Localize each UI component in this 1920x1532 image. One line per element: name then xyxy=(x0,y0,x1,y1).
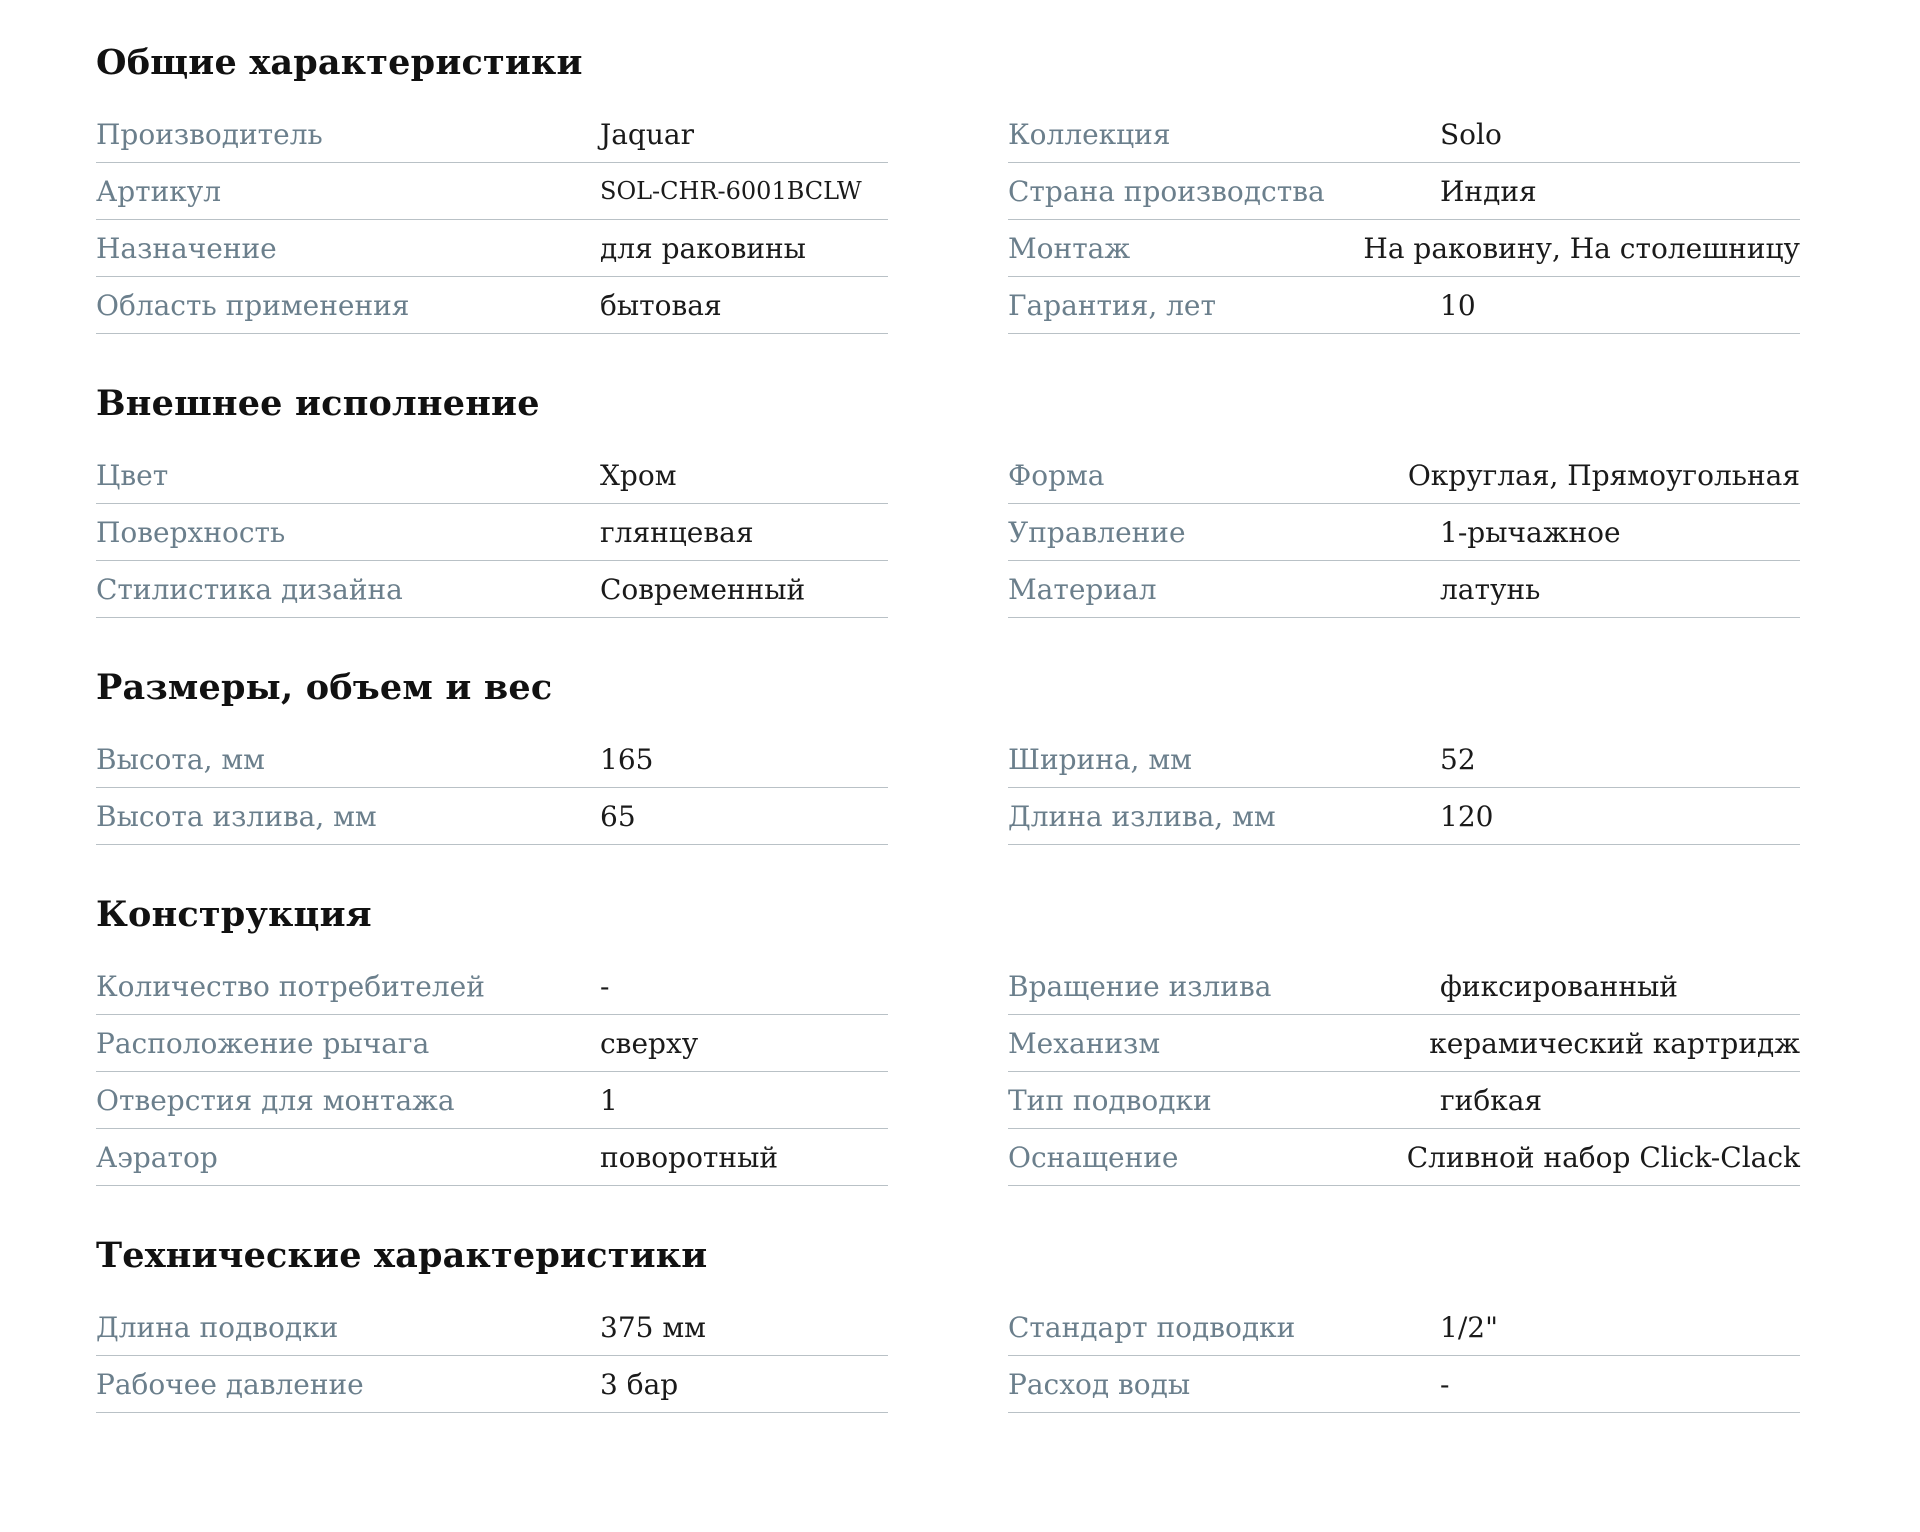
spec-row xyxy=(1008,277,1800,334)
spec-grid xyxy=(96,106,1824,334)
spec-label: Длина излива, мм xyxy=(1008,799,1276,833)
spec-row xyxy=(96,447,888,504)
spec-value: 165 xyxy=(600,742,654,776)
spec-value: Jaquar xyxy=(600,117,694,151)
spec-column-left xyxy=(96,958,888,1186)
spec-row xyxy=(1008,106,1800,163)
spec-value: 375 мм xyxy=(600,1310,706,1344)
spec-row xyxy=(96,1129,888,1186)
spec-value: Округлая, Прямоугольная xyxy=(1407,458,1800,492)
spec-label: Длина подводки xyxy=(96,1310,339,1344)
spec-value: латунь xyxy=(1440,572,1541,606)
spec-label: Коллекция xyxy=(1008,117,1171,151)
section-technical xyxy=(96,1235,1824,1413)
spec-label: Оснащение xyxy=(1008,1140,1179,1174)
spec-value: SOL-CHR-6001BCLW xyxy=(600,177,862,205)
spec-value: 3 бар xyxy=(600,1367,679,1401)
spec-value: керамический картридж xyxy=(1429,1026,1800,1060)
section-title: Размеры, объем и вес xyxy=(96,667,553,708)
spec-column-left xyxy=(96,731,888,845)
spec-row xyxy=(1008,1299,1800,1356)
spec-row xyxy=(96,504,888,561)
spec-column-right xyxy=(1008,958,1800,1186)
spec-row xyxy=(1008,958,1800,1015)
section-general xyxy=(96,42,1824,334)
spec-label: Стилистика дизайна xyxy=(96,572,403,606)
spec-value: На раковину, На столешницу xyxy=(1363,231,1800,265)
spec-row xyxy=(96,958,888,1015)
section-appearance xyxy=(96,383,1824,618)
spec-row xyxy=(96,731,888,788)
spec-label: Отверстия для монтажа xyxy=(96,1083,455,1117)
spec-grid xyxy=(96,958,1824,1186)
spec-value: для раковины xyxy=(600,231,806,265)
spec-row xyxy=(96,788,888,845)
spec-column-left xyxy=(96,1299,888,1413)
spec-row xyxy=(1008,220,1800,277)
spec-label: Количество потребителей xyxy=(96,969,485,1003)
spec-label: Аэратор xyxy=(96,1140,218,1174)
spec-row xyxy=(1008,561,1800,618)
spec-row xyxy=(1008,788,1800,845)
spec-row xyxy=(1008,731,1800,788)
spec-label: Рабочее давление xyxy=(96,1367,364,1401)
spec-row xyxy=(96,106,888,163)
spec-row xyxy=(1008,504,1800,561)
spec-value: фиксированный xyxy=(1440,969,1678,1003)
spec-label: Высота, мм xyxy=(96,742,265,776)
spec-label: Страна производства xyxy=(1008,174,1325,208)
spec-row xyxy=(96,561,888,618)
section-title: Внешнее исполнение xyxy=(96,383,540,424)
spec-value: глянцевая xyxy=(600,515,754,549)
spec-row xyxy=(96,1072,888,1129)
spec-row xyxy=(96,1015,888,1072)
spec-label: Назначение xyxy=(96,231,277,265)
spec-row xyxy=(1008,447,1800,504)
spec-grid xyxy=(96,1299,1824,1413)
spec-value: Современный xyxy=(600,572,806,606)
spec-column-right xyxy=(1008,106,1800,334)
spec-row xyxy=(96,163,888,220)
spec-column-right xyxy=(1008,731,1800,845)
spec-label: Гарантия, лет xyxy=(1008,288,1216,322)
spec-label: Расположение рычага xyxy=(96,1026,430,1060)
spec-row xyxy=(1008,1015,1800,1072)
spec-label: Монтаж xyxy=(1008,231,1131,265)
spec-value: сверху xyxy=(600,1026,699,1060)
spec-grid xyxy=(96,447,1824,618)
section-construction xyxy=(96,894,1824,1186)
spec-row xyxy=(1008,1356,1800,1413)
spec-label: Ширина, мм xyxy=(1008,742,1192,776)
spec-value: 1-рычажное xyxy=(1440,515,1621,549)
spec-value: 10 xyxy=(1440,288,1476,322)
spec-row xyxy=(1008,163,1800,220)
spec-value: бытовая xyxy=(600,288,722,322)
spec-label: Поверхность xyxy=(96,515,286,549)
spec-value: Solo xyxy=(1440,117,1502,151)
spec-value: поворотный xyxy=(600,1140,779,1174)
spec-label: Область применения xyxy=(96,288,410,322)
spec-value: Сливной набор Click-Clack xyxy=(1406,1140,1800,1174)
spec-row xyxy=(1008,1129,1800,1186)
spec-value: 120 xyxy=(1440,799,1494,833)
spec-value: Индия xyxy=(1440,174,1537,208)
spec-value: 52 xyxy=(1440,742,1476,776)
spec-label: Цвет xyxy=(96,458,169,492)
section-title: Технические характеристики xyxy=(96,1235,708,1276)
section-dimensions xyxy=(96,667,1824,845)
spec-column-right xyxy=(1008,447,1800,618)
spec-label: Производитель xyxy=(96,117,323,151)
section-title: Общие характеристики xyxy=(96,42,583,83)
spec-column-left xyxy=(96,106,888,334)
spec-label: Форма xyxy=(1008,458,1105,492)
spec-row xyxy=(1008,1072,1800,1129)
spec-value: 1/2" xyxy=(1440,1310,1498,1344)
spec-label: Механизм xyxy=(1008,1026,1161,1060)
spec-label: Тип подводки xyxy=(1008,1083,1212,1117)
spec-value: - xyxy=(600,969,610,1003)
spec-label: Высота излива, мм xyxy=(96,799,377,833)
spec-value: 65 xyxy=(600,799,636,833)
spec-row xyxy=(96,220,888,277)
spec-label: Стандарт подводки xyxy=(1008,1310,1296,1344)
spec-value: Хром xyxy=(600,458,677,492)
spec-label: Артикул xyxy=(96,174,222,208)
spec-grid xyxy=(96,731,1824,845)
spec-label: Управление xyxy=(1008,515,1186,549)
spec-row xyxy=(96,277,888,334)
section-title: Конструкция xyxy=(96,894,372,935)
spec-label: Расход воды xyxy=(1008,1367,1191,1401)
spec-column-right xyxy=(1008,1299,1800,1413)
spec-row xyxy=(96,1299,888,1356)
spec-row xyxy=(96,1356,888,1413)
spec-label: Вращение излива xyxy=(1008,969,1272,1003)
spec-value: гибкая xyxy=(1440,1083,1543,1117)
spec-column-left xyxy=(96,447,888,618)
spec-value: 1 xyxy=(600,1083,618,1117)
spec-label: Материал xyxy=(1008,572,1157,606)
spec-value: - xyxy=(1440,1367,1450,1401)
